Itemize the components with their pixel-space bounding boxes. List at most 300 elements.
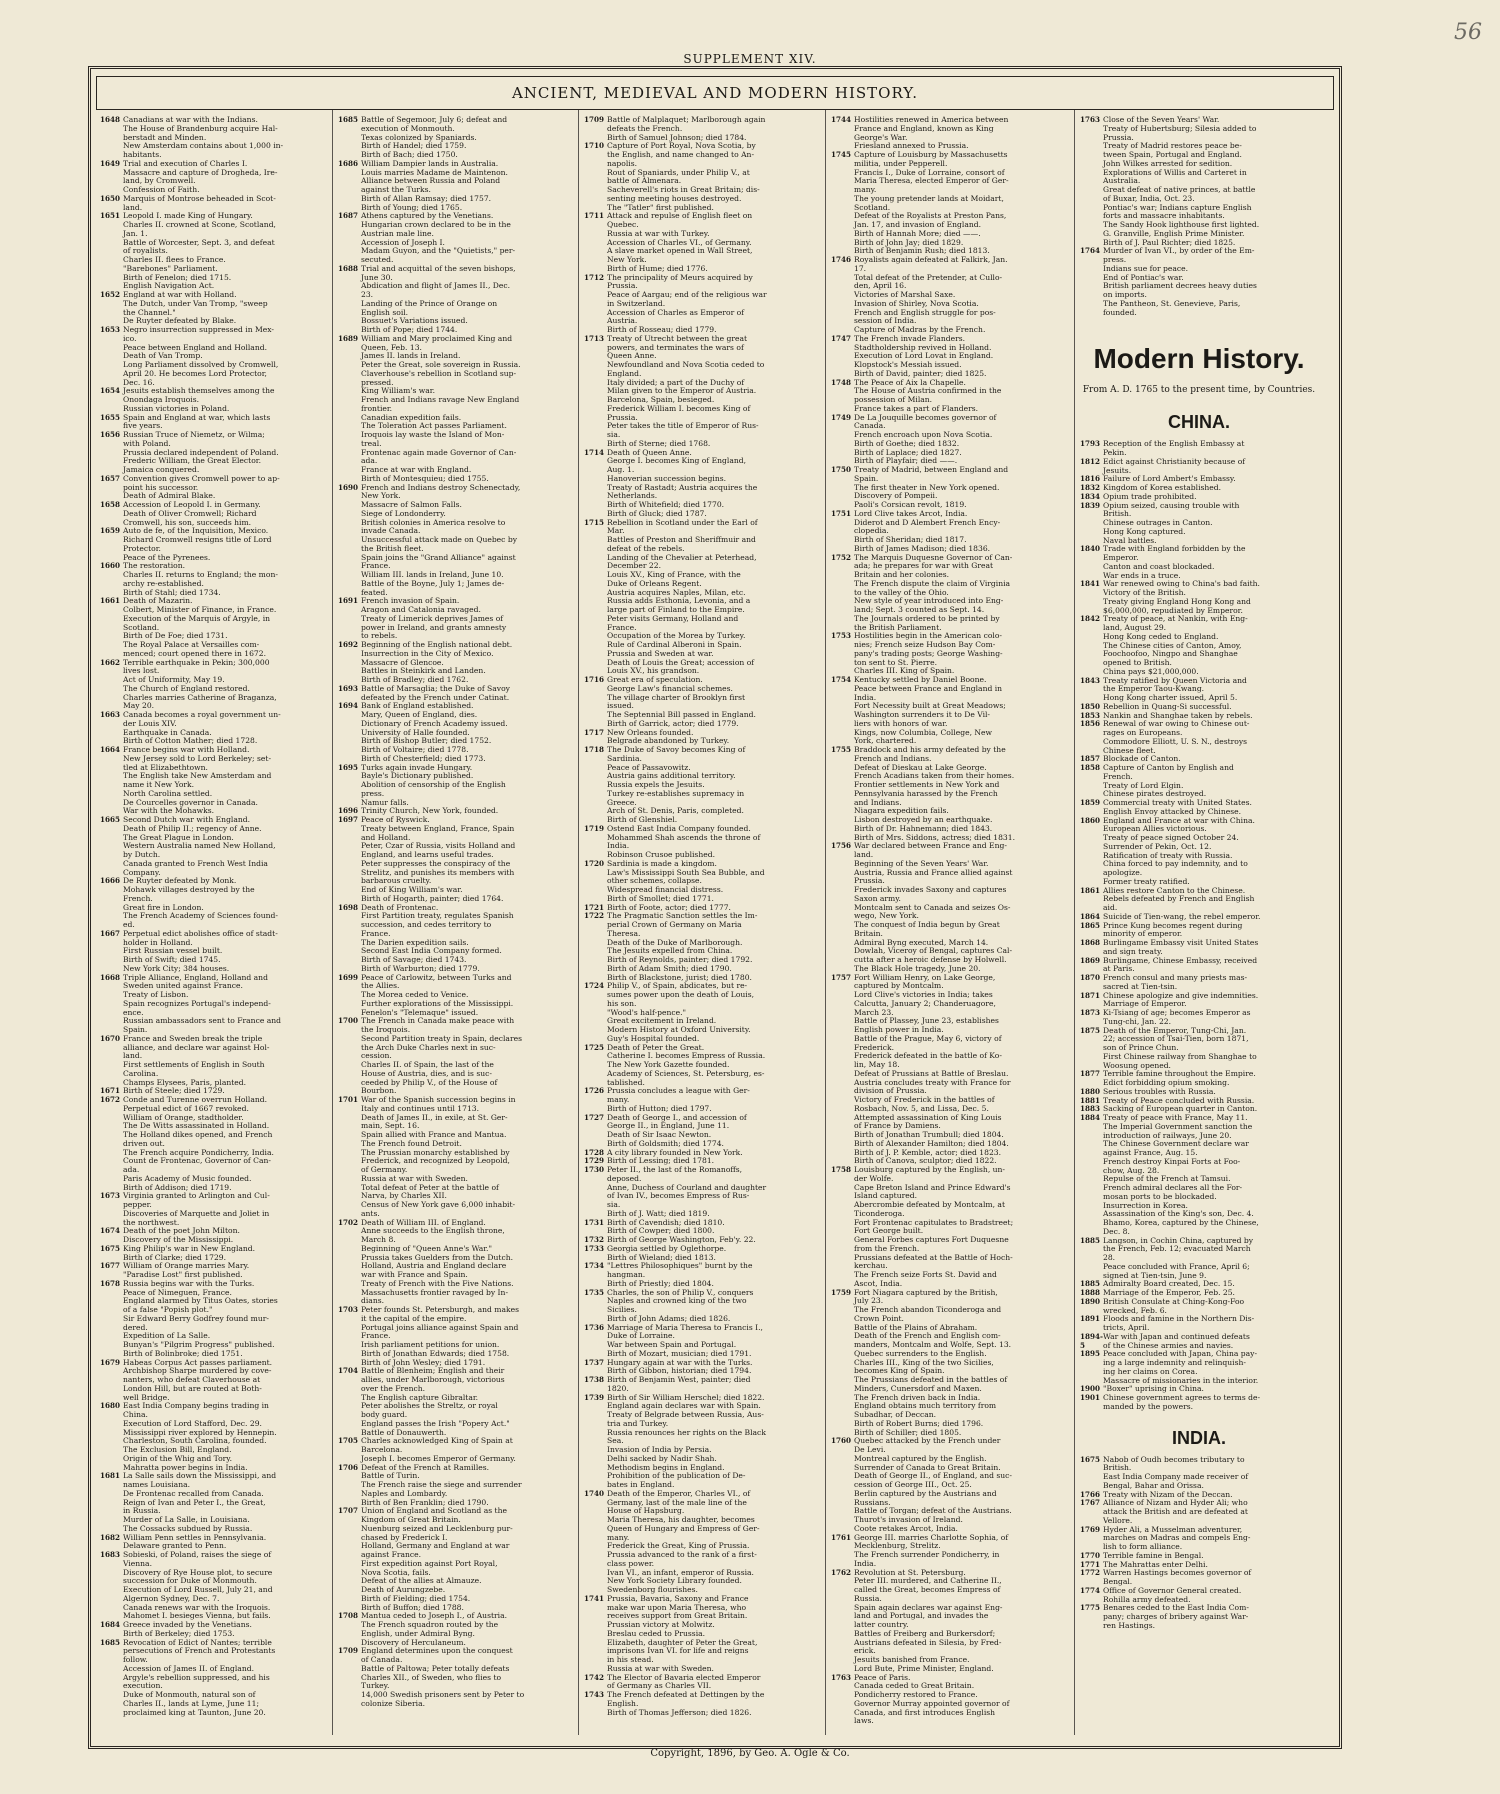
entry-line: French. [1103,771,1133,781]
entry-line: founded. [1103,307,1137,317]
entry-line: cession of George III., Oct. 25. [854,1480,972,1489]
entry-year: 1861 [1080,885,1101,895]
entry-line: Milan given to the Emperor of Austria. [607,386,757,396]
entry-line: Spain. [123,1025,148,1034]
entry-line: signed at Tien-tsin, June 9. [1103,1270,1207,1280]
entry-line: and sign treaty. [1103,946,1163,956]
entry-line: Pekin. [1103,448,1127,457]
history-entry [1080,677,1318,703]
entry-line: Louisburg captured by the English, un- [854,1165,1005,1174]
entry-line: Abercrombie defeated by Montcalm, at [854,1200,1005,1209]
entry-year: 1711 [584,211,605,221]
entry-year: 1709 [584,116,605,124]
entry-line: Birth of Jonathan Trumbull; died 1804. [854,1130,1004,1139]
entry-text [1103,1298,1318,1316]
entry-line: The Journals ordered to be printed by [854,613,1000,623]
entry-line: Methodism begins in England. [607,1462,725,1472]
entry-line: Murder of Ivan VI., by order of the Em- [1103,246,1255,256]
entry-year: 1706 [338,1462,359,1472]
entry-line: captured by Montcalm. [854,981,944,991]
entry-line: defeat of the rebels. [607,543,685,553]
entry-line: Canadian expedition fails. [361,412,462,422]
entry-year: 1651 [100,211,121,221]
entry-line: Ascot, India. [854,1278,903,1288]
entry-line: marches on Madras and compels Eng- [1103,1533,1251,1543]
entry-line: powers, and terminates the wars of [607,342,744,352]
history-entry [584,1245,821,1263]
entry-line: land. [854,850,874,859]
entry-line: East India Company begins trading in [123,1401,269,1411]
entry-line: Peace of Nimeguen, France. [123,1287,232,1297]
entry-text [123,414,328,432]
entry-line: Surrender of Pekin, Oct. 12. [1103,841,1212,851]
entry-year: 1662 [100,657,121,667]
entry-line: ed. [123,920,135,929]
entry-line: Birth of Benjamin Rush; died 1813. [854,246,990,256]
history-entry [831,379,1070,414]
history-entry [584,1044,821,1088]
entry-line: The French acquire Pondicherry, India. [123,1147,274,1157]
entry-line: Turks again invade Hungary. [361,762,473,772]
entry-year: 1751 [831,508,852,518]
entry-line: the British Parliament. [854,622,942,632]
history-entry [338,116,574,160]
entry-text [607,746,821,825]
entry-line: Turkey. [361,1681,390,1691]
entry-line: French and Indians destroy Schenectady, [361,482,521,492]
page-title: ANCIENT, MEDIEVAL AND MODERN HISTORY. [96,76,1334,110]
entry-line: Texas colonized by Spaniards. [361,132,477,142]
entry-line: Treaty ratified by Queen Victoria and [1103,675,1247,685]
history-entry [338,1507,574,1612]
entry-line: Battle of Worcester, Sept. 3, and defeat [123,237,275,247]
entry-text [361,1647,574,1708]
entry-line: Insurrection in the City of Mexico. [361,648,494,658]
entry-text [854,116,1070,151]
entry-line: Discovery of Herculaneum. [361,1637,466,1647]
entry-year: 1890 [1080,1296,1101,1306]
history-entry [584,1376,821,1394]
history-entry [1080,615,1318,676]
entry-text [123,1280,328,1359]
history-entry [338,1219,574,1307]
entry-line: barbarous cruelty. [361,876,432,886]
entry-line: France begins war with Holland. [123,745,250,754]
entry-line: Allies restore Canton to the Chinese. [1103,885,1246,895]
history-entry [338,685,574,703]
history-entry [1080,545,1318,580]
entry-line: treal. [361,438,382,448]
entry-year: 1730 [584,1165,605,1174]
entry-line: The village charter of Brooklyn first [607,692,746,702]
entry-year: 1741 [584,1593,605,1603]
entry-line: The French in Canada make peace with [361,1016,515,1026]
entry-line: Spain allied with France and Mantua. [361,1130,507,1139]
entry-line: India. [854,692,877,702]
entry-text [1103,799,1318,817]
entry-line: Ticonderoga. [854,1208,905,1218]
entry-line: Woosung opened. [1103,1060,1171,1070]
entry-line: Discovery of Rye House plot, to secure [123,1567,273,1577]
entry-year: 1834 [1080,491,1101,501]
entry-line: Peter II., the last of the Romanoffs, [607,1165,743,1174]
history-entry [831,510,1070,554]
entry-line: Birth of Whitefield; died 1770. [607,500,725,509]
entry-year: 1761 [831,1532,852,1542]
entry-line: Treaty giving England Hong Kong and [1103,596,1251,606]
entry-text [123,195,328,213]
entry-year: 1891 [1080,1314,1101,1324]
entry-line: Battle of the Boyne, July 1; James de- [361,578,505,588]
entry-line: Archbishop Sharpe murdered by cove- [123,1366,272,1376]
history-entry [1080,957,1318,975]
entry-line: the Channel." [123,307,176,317]
entry-line: De Frontenac recalled from Canada. [123,1488,264,1498]
entry-year: 1860 [1080,815,1101,825]
entry-line: King Philip's war in New England. [123,1243,256,1253]
entry-line: Peter founds St. Petersburgh, and makes [361,1305,519,1314]
entry-year: 1760 [831,1436,852,1446]
entry-text [1103,957,1318,975]
entry-line: Habeas Corpus Act passes parliament. [123,1357,273,1367]
entry-text [1103,1070,1318,1088]
entry-line: War between Spain and Portugal. [607,1340,737,1349]
entry-line: The French Academy of Sciences found- [123,911,278,921]
entry-line: Nuenburg seized and Lecklenburg pur- [361,1523,513,1533]
entry-line: Charles II. returns to England; the mon- [123,570,278,579]
entry-line: Charles II. flees to France. [123,255,226,264]
entry-year: 1663 [100,710,121,719]
entry-line: Great excitement in Ireland. [607,1016,717,1026]
entry-line: Britain. [854,928,883,938]
entry-line: France. [361,928,391,938]
entry-text [361,974,574,1018]
entry-year: 1738 [584,1375,605,1384]
entry-line: The Prussians defeated in the battles of [854,1375,1008,1384]
entry-line: Italy divided; a part of the Duchy of [607,377,745,387]
entry-year: 1885 [1080,1235,1101,1245]
entry-text [607,1245,821,1263]
entry-line: Birth of Playfair; died ——. [854,456,958,466]
history-entry [831,256,1070,335]
entry-text [1103,458,1318,476]
entry-line: New Orleans founded. [607,727,694,737]
entry-text [1103,545,1318,580]
history-entry [100,527,328,562]
entry-line: Virginia granted to Arlington and Cul- [123,1191,270,1201]
entry-year: 1850 [1080,701,1101,711]
entry-text [854,379,1070,414]
entry-line: Prussia advanced to the rank of a first- [607,1550,757,1559]
entry-line: Peace between England and Holland. [123,342,268,352]
entry-text [607,1087,821,1113]
entry-line: Lisbon destroyed by an earthquake. [854,815,993,824]
entry-line: Battle of the Prague, May 6, victory of [854,1033,1002,1043]
entry-line: House of Austria, dies, and is suc- [361,1068,492,1078]
entry-text [123,1262,328,1280]
history-entry [584,1359,821,1377]
entry-line: allies, under Marlborough, victorious [361,1375,505,1384]
entry-text [123,431,328,475]
entry-text [361,1306,574,1367]
entry-year: 1722 [584,911,605,921]
entry-line: Paris Academy of Music founded. [123,1173,252,1183]
entry-line: Birth of Canova, sculptor; died 1822. [854,1156,997,1166]
entry-line: Birth of Fielding; died 1754. [361,1593,471,1603]
history-entry [584,825,821,860]
entry-line: De Ruyter defeated by Blake. [123,316,237,326]
entry-line: Charles III., King of the two Sicilies, [854,1357,994,1367]
history-entry [338,1367,574,1437]
entry-line: China. [123,1410,148,1419]
entry-line: Death of Admiral Blake. [123,491,216,501]
entry-text [123,1096,328,1192]
entry-line: English. [607,1698,639,1708]
entry-line: nanters, who defeat Claverhouse at [123,1375,261,1384]
entry-line: The Elector of Bavaria elected Emperor [607,1672,761,1682]
entry-text [854,974,1070,1167]
entry-line: Warren Hastings becomes governor of [1103,1568,1252,1578]
entry-line: secuted. [361,255,394,264]
entry-line: deposed. [607,1173,642,1183]
entry-line: The Jesuits expelled from China. [607,946,733,956]
entry-year: 1753 [831,631,852,641]
entry-text [854,676,1070,746]
entry-year: 1864 [1080,911,1101,921]
entry-line: Unsuccessful attack made on Quebec by [361,535,517,544]
history-entry [584,1691,821,1717]
entry-line: Saxon army. [854,893,901,903]
history-entry [584,1114,821,1149]
entry-line: Birth of Sheridan; died 1817. [854,535,967,544]
entry-text [361,335,574,484]
entry-text [361,484,574,598]
entry-line: Earthquake in Canada. [123,727,212,737]
entry-line: The Black Hole tragedy, June 20. [854,963,981,973]
entry-line: Chinese government agrees to terms de- [1103,1393,1261,1402]
entry-text [607,1289,821,1324]
entry-line: Portugal joins alliance against Spain and [361,1322,519,1332]
entry-line: War of the Spanish succession begins in [361,1095,516,1104]
entry-line: Birth of J. P. Kemble, actor; died 1823. [854,1147,1002,1157]
entry-year: 1717 [584,727,605,737]
entry-line: militia, under Pepperell. [854,158,948,168]
entry-line: Sea. [607,1436,624,1446]
entry-year: 1774 [1080,1585,1101,1595]
entry-line: Carolina. [123,1068,159,1078]
entry-line: War with the Mohawks. [123,806,215,816]
entry-text [1103,1333,1318,1351]
entry-line: Battle of Donauwerth. [361,1427,447,1437]
entry-line: Peace of Paris. [854,1672,911,1682]
entry-line: Argyle's rebellion suppressed, and his [123,1672,270,1682]
entry-year: 1685 [338,116,359,124]
entry-year: 1750 [831,465,852,474]
entry-line: India. [607,841,630,851]
entry-line: Treaty of Belgrade between Russia, Aus- [607,1410,764,1419]
entry-line: dered. [123,1322,148,1332]
entry-line: Peace concluded with Japan, China pay- [1103,1349,1258,1359]
entry-line: George I. becomes King of England, [607,456,747,466]
entry-line: The Royal Palace at Versailles com- [123,640,260,649]
entry-text [854,510,1070,554]
history-entry [338,1017,574,1096]
entry-line: lives lost. [123,666,160,676]
entry-line: tablished. [607,1077,645,1087]
entry-line: Defeat of the French at Ramilles. [361,1462,490,1472]
entry-line: June 30. [361,272,393,282]
entry-text [361,1464,574,1508]
entry-line: Naval battles. [1103,535,1157,545]
entry-line: The Chinese Government declare war [1103,1139,1249,1149]
entry-line: Frontier settlements in New York and [854,780,1000,789]
entry-text [607,825,821,860]
entry-year: 1660 [100,561,121,571]
entry-line: menced; court opened there in 1672. [123,648,267,658]
entry-line: Pennsylvania harassed by the French [854,788,998,798]
entry-line: Rohilla army defeated. [1103,1594,1191,1604]
history-entry [584,1595,821,1674]
entry-year: 1749 [831,412,852,422]
entry-text [123,212,328,291]
entry-line: Office of Governor General created. [1103,1585,1242,1595]
entry-text [607,860,821,904]
entry-line: Murder of La Salle, in Louisiana. [123,1515,250,1524]
entry-line: Quebec attacked by the French under [854,1436,1001,1446]
entry-line: forts and massacre inhabitants. [1103,211,1225,221]
entry-year: 1859 [1080,798,1101,807]
entry-text [854,632,1070,676]
entry-line: Italy and continues until 1713. [361,1103,480,1113]
china-section [1080,440,1318,1411]
entry-line: Montcalm sent to Canada and seizes Os- [854,902,1011,912]
entry-year: 1714 [584,447,605,457]
entry-line: The English capture Gibraltar. [361,1392,479,1402]
history-entry [584,212,821,273]
entry-line: French and Indians ravage New England [361,395,520,404]
entry-line: Marriage of the Emperor, Feb. 25. [1103,1288,1235,1297]
entry-line: Birth of Glenshiel. [607,815,678,824]
entry-line: Russia renounces her rights on the Black [607,1427,766,1437]
entry-line: Convention gives Cromwell power to ap- [123,473,280,483]
entry-line: The Peace of Aix la Chapelle. [854,377,966,387]
entry-line: Charles XII., of Sweden, who flies to [361,1672,502,1682]
entry-line: Birth of Buffon; died 1788. [361,1602,464,1612]
entry-year: 1683 [100,1550,121,1559]
entry-line: Elizabeth, daughter of Peter the Great, [607,1637,758,1647]
entry-line: sia. [607,430,621,439]
entry-year: 1689 [338,333,359,343]
entry-line: Widespread financial distress. [607,885,724,894]
history-entry [584,274,821,335]
entry-line: England alarmed by Titus Oates, stories [123,1296,278,1306]
entry-line: Protector. [123,543,161,553]
entry-year: 1659 [100,526,121,536]
entry-line: Birth of Gluck; died 1787. [607,508,707,518]
entry-line: Fort George built. [854,1226,924,1236]
entry-line: wego, New York. [854,911,919,921]
entry-line: Frontenac again made Governor of Can- [361,447,517,457]
entry-year: 1873 [1080,1008,1101,1017]
entry-line: The Toleration Act passes Parliament. [361,421,507,431]
entry-line: Birth of Chesterfield; died 1773. [361,753,486,763]
entry-line: Perpetual edict abolishes office of stadt- [123,928,278,938]
entry-line: John Wilkes arrested for sedition. [1103,158,1233,168]
entry-text [361,816,574,904]
entry-year: 1657 [100,473,121,483]
entry-line: Rebellion in Quang-Si successful. [1103,701,1232,711]
entry-line: France and England, known as King [854,123,994,133]
entry-line: Madam Guyon, and the "Quietists," per- [361,246,516,256]
entry-line: Naples and Lombardy. [361,1488,448,1498]
entry-line: French. [123,893,153,903]
entry-line: of royalists. [123,246,168,256]
entry-line: receives support from Great Britain. [607,1611,748,1621]
entry-line: Ostend East India Company founded. [607,823,751,833]
history-entry [1080,922,1318,940]
entry-line: William III. lands in Ireland, June 10. [361,570,504,579]
entry-year: 1746 [831,255,852,264]
history-entry [1080,247,1318,317]
entry-line: Birth of John Adams; died 1826. [607,1313,731,1323]
history-entry [831,632,1070,676]
entry-line: Treaty of peace signed October 24. [1103,833,1239,842]
history-entry [338,597,574,641]
entry-line: The Prussian monarchy established by [361,1147,510,1157]
entry-line: ton sent to St. Pierre. [854,657,937,667]
entry-line: Ratification of treaty with Russia. [1103,850,1233,860]
entry-line: many. [607,1095,630,1104]
entry-line: Close of the Seven Years' War. [1103,116,1220,124]
history-entry [100,1192,328,1227]
entry-line: Frederic William, the Great Elector. [123,456,261,466]
entry-text [361,116,574,160]
entry-year: 1708 [338,1611,359,1621]
entry-line: Narva, by Charles XII. [361,1191,447,1201]
entry-line: Hostilities renewed in America between [854,116,1009,124]
entry-line: Treaty of Lord Elgin. [1103,780,1184,790]
entry-line: New York City; 384 houses. [123,963,230,973]
entry-year: 1728 [584,1147,605,1157]
history-entry [100,877,328,930]
entry-line: Louis XV., his grandson. [607,666,700,676]
entry-line: Austria, Russia and France allied against [854,867,1013,877]
entry-line: Maria Theresa, elected Emperor of Ger- [854,176,1009,186]
entry-year: 1877 [1080,1069,1101,1079]
entry-text [607,1595,821,1674]
entry-line: on imports. [1103,290,1147,299]
entry-line: Death of George I., and accession of [607,1112,747,1122]
entry-line: issued. [607,701,634,711]
entry-line: The Imperial Government sanction the [1103,1121,1253,1131]
history-entry [584,912,821,982]
entry-line: The De Witts assassinated in Holland. [123,1121,270,1131]
entry-text [854,1569,1070,1674]
entry-year: 1745 [831,150,852,159]
entry-line: Birth of Bradley; died 1762. [361,675,469,684]
entry-line: Peace of Passavowitz. [607,762,691,772]
entry-line: Edict forbidding opium smoking. [1103,1078,1230,1087]
entry-line: France takes a part of Flanders. [854,403,979,413]
history-entry [100,291,328,326]
entry-text [1103,247,1318,317]
entry-line: Prussia takes Guelders from the Dutch. [361,1252,514,1262]
entry-line: Mohammed Shah ascends the throne of [607,832,761,842]
entry-line: Terrible earthquake in Pekin; 300,000 [123,657,270,667]
entry-line: lin, May 18. [854,1060,900,1069]
entry-line: Landing of the Prince of Orange on [361,298,498,308]
entry-line: cutta after a heroic defense by Holwell. [854,955,1007,964]
